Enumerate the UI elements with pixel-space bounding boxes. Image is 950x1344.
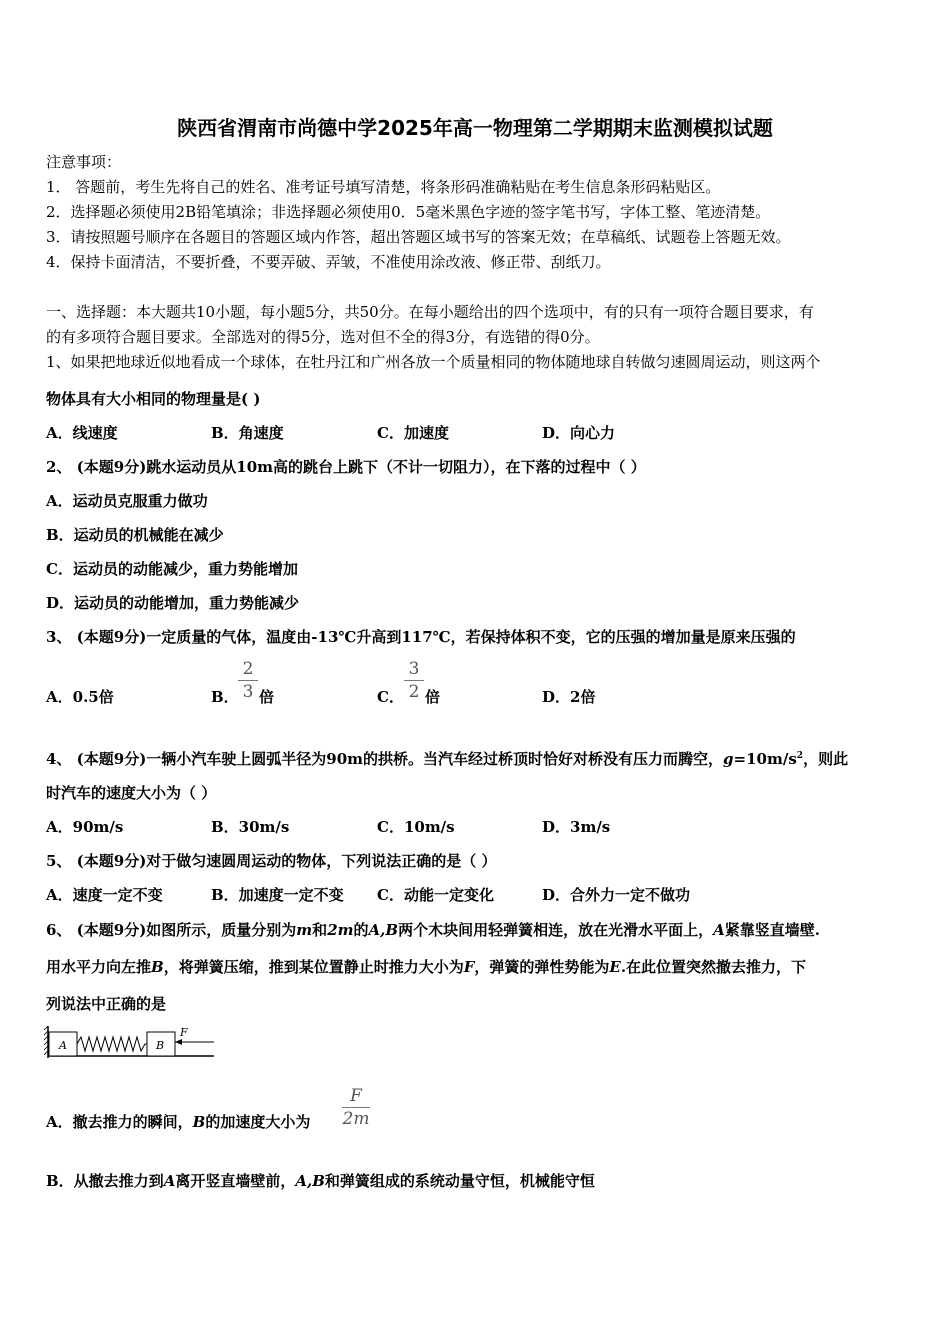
q2-option-b: B．运动员的机械能在减少 xyxy=(46,526,224,544)
q2-option-c: C．运动员的动能减少，重力势能增加 xyxy=(46,560,298,578)
section-intro-line-2: 的有多项符合题目要求。全部选对的得5分，选对但不全的得3分，有选错的得0分。 xyxy=(46,328,600,346)
notice-item-3: 3．请按照题号顺序在各题目的答题区域内作答，超出答题区域书写的答案无效；在草稿纸、试题卷上答题无效。 xyxy=(46,228,791,246)
q5-option-a: A．速度一定不变 xyxy=(46,886,163,904)
q6-text: .在此位置突然撤去推力，下 xyxy=(620,958,807,976)
q6-text: 6、 (本题9分)如图所示，质量分别为 xyxy=(46,921,297,939)
notice-item-1: 1． 答题前，考生先将自己的姓名、准考证号填写清楚，将条形码准确粘贴在考生信息条形码粘贴区。 xyxy=(46,178,721,196)
page-title: 陕西省渭南市尚德中学2025年高一物理第二学期期末监测模拟试题 xyxy=(177,116,773,140)
q6-option-a-numerator: F xyxy=(350,1086,362,1106)
q6-option-a xyxy=(46,1112,310,1132)
q4-stem-line-1 xyxy=(46,746,848,769)
q2-option-a: A．运动员克服重力做功 xyxy=(46,492,208,510)
q6-option-b-text: 和弹簧组成的系统动量守恒，机械能守恒 xyxy=(324,1172,595,1190)
q4-option-a: A．90m/s xyxy=(46,818,124,836)
q6-text: 用水平力向左推 xyxy=(46,958,152,976)
q3-option-b-fraction xyxy=(238,660,258,701)
q6-text: 的 xyxy=(353,921,369,939)
q6-option-a-fraction xyxy=(342,1087,370,1128)
q1-stem-line-1: 1、如果把地球近似地看成一个球体，在牡丹江和广州各放一个质量相同的物体随地球自转做匀速圆周运动，则这两个 xyxy=(46,353,821,371)
q6-option-b-var-a: A xyxy=(163,1172,176,1190)
q6-stem-line-3: 列说法中正确的是 xyxy=(46,995,167,1013)
q6-var-e: E xyxy=(609,958,621,976)
q6-option-a-text: 的加速度大小为 xyxy=(205,1113,311,1131)
q2-stem: 2、 (本题9分)跳水运动员从10m高的跳台上跳下（不计一切阻力），在下落的过程中（ ） xyxy=(46,458,646,476)
section-intro-line-1: 一、选择题：本大题共10小题，每小题5分，共50分。在每小题给出的四个选项中，有的只有一项符合题目要求，有 xyxy=(46,303,814,321)
q6-spring-figure xyxy=(44,1024,216,1062)
q1-option-c: C．加速度 xyxy=(377,424,449,442)
q6-text: ，将弹簧压缩，推到某位置静止时推力大小为 xyxy=(163,958,464,976)
q6-option-a-var-b: B xyxy=(192,1113,206,1131)
q3-option-c-label: C． xyxy=(377,688,404,706)
q6-option-a-denominator: 2m xyxy=(342,1109,370,1129)
spring xyxy=(77,1037,147,1051)
q3-option-c-unit: 倍 xyxy=(425,688,441,706)
q3-option-a: A．0.5倍 xyxy=(46,688,114,706)
q5-option-b: B．加速度一定不变 xyxy=(211,886,344,904)
q6-option-b xyxy=(46,1171,595,1191)
q5-stem: 5、 (本题9分)对于做匀速圆周运动的物体，下列说法正确的是（ ） xyxy=(46,852,497,870)
fraction-bar xyxy=(238,680,258,681)
q6-option-b-text: 离开竖直墙壁前， xyxy=(175,1172,296,1190)
q5-option-c: C．动能一定变化 xyxy=(377,886,494,904)
q6-text: 两个木块间用轻弹簧相连，放在光滑水平面上， xyxy=(398,921,714,939)
q4-stem-sup: 2 xyxy=(796,751,804,761)
q3-option-b-numerator: 2 xyxy=(242,659,254,679)
q3-option-c-fraction xyxy=(404,660,424,701)
q6-stem-line-2 xyxy=(46,957,806,977)
q3-option-b-label: B． xyxy=(211,688,239,706)
force-arrow-head xyxy=(175,1039,182,1045)
q1-option-a: A．线速度 xyxy=(46,424,118,442)
q4-stem-text-b: =10m/s xyxy=(733,750,797,768)
q6-text: 紧靠竖直墙壁. xyxy=(724,921,820,939)
q6-var-ab: A,B xyxy=(368,921,399,939)
q2-option-d: D．运动员的动能增加，重力势能减少 xyxy=(46,594,300,612)
q4-option-c: C．10m/s xyxy=(377,818,455,836)
q3-option-d: D．2倍 xyxy=(542,688,596,706)
q3-option-c-numerator: 3 xyxy=(408,659,420,679)
block-a-label: A xyxy=(59,1039,67,1052)
q6-text: 和 xyxy=(312,921,328,939)
q6-var-a: A xyxy=(713,921,725,939)
q1-option-b: B．角速度 xyxy=(211,424,284,442)
q6-var-b: B xyxy=(151,958,164,976)
notice-item-2: 2．选择题必须使用2B铅笔填涂；非选择题必须使用0．5毫米黑色字迹的签字笔书写，字体工整、笔迹清楚。 xyxy=(46,203,771,221)
q3-option-b-unit: 倍 xyxy=(259,688,275,706)
q4-stem-g: g xyxy=(723,750,734,768)
q6-option-b-var-ab: A,B xyxy=(295,1172,325,1190)
q4-stem-text-c: ，则此 xyxy=(803,750,849,768)
q6-stem-line-1 xyxy=(46,920,820,940)
q4-option-b: B．30m/s xyxy=(211,818,290,836)
fraction-bar xyxy=(342,1107,370,1108)
q3-stem: 3、 (本题9分)一定质量的气体，温度由-13℃升高到117℃，若保持体积不变，它的压强的增加量是原来压强的 xyxy=(46,628,796,646)
q4-option-d: D．3m/s xyxy=(542,818,611,836)
q6-var-m: m xyxy=(296,921,313,939)
q4-stem-text-a: 4、 (本题9分)一辆小汽车驶上圆弧半径为90m的拱桥。当汽车经过桥顶时恰好对桥没有压力而腾空， xyxy=(46,750,724,768)
block-b-label: B xyxy=(156,1039,165,1052)
fraction-bar xyxy=(404,680,424,681)
q5-option-d: D．合外力一定不做功 xyxy=(542,886,691,904)
q6-option-a-text: A．撤去推力的瞬间， xyxy=(46,1113,193,1131)
q1-option-d: D．向心力 xyxy=(542,424,616,442)
notice-heading: 注意事项： xyxy=(46,153,122,171)
q4-stem-line-2: 时汽车的速度大小为（ ） xyxy=(46,784,217,802)
q6-text: ，弹簧的弹性势能为 xyxy=(474,958,610,976)
force-label: F xyxy=(180,1026,188,1039)
q3-option-c-denominator: 2 xyxy=(408,682,420,702)
q3-option-b-denominator: 3 xyxy=(242,682,254,702)
q6-var-2m: 2m xyxy=(327,921,354,939)
notice-item-4: 4．保持卡面清洁，不要折叠，不要弄破、弄皱，不准使用涂改液、修正带、刮纸刀。 xyxy=(46,253,611,271)
q1-stem-line-2: 物体具有大小相同的物理量是( ) xyxy=(46,390,261,408)
q6-var-f: F xyxy=(463,958,475,976)
q6-option-b-text: B．从撤去推力到 xyxy=(46,1172,164,1190)
